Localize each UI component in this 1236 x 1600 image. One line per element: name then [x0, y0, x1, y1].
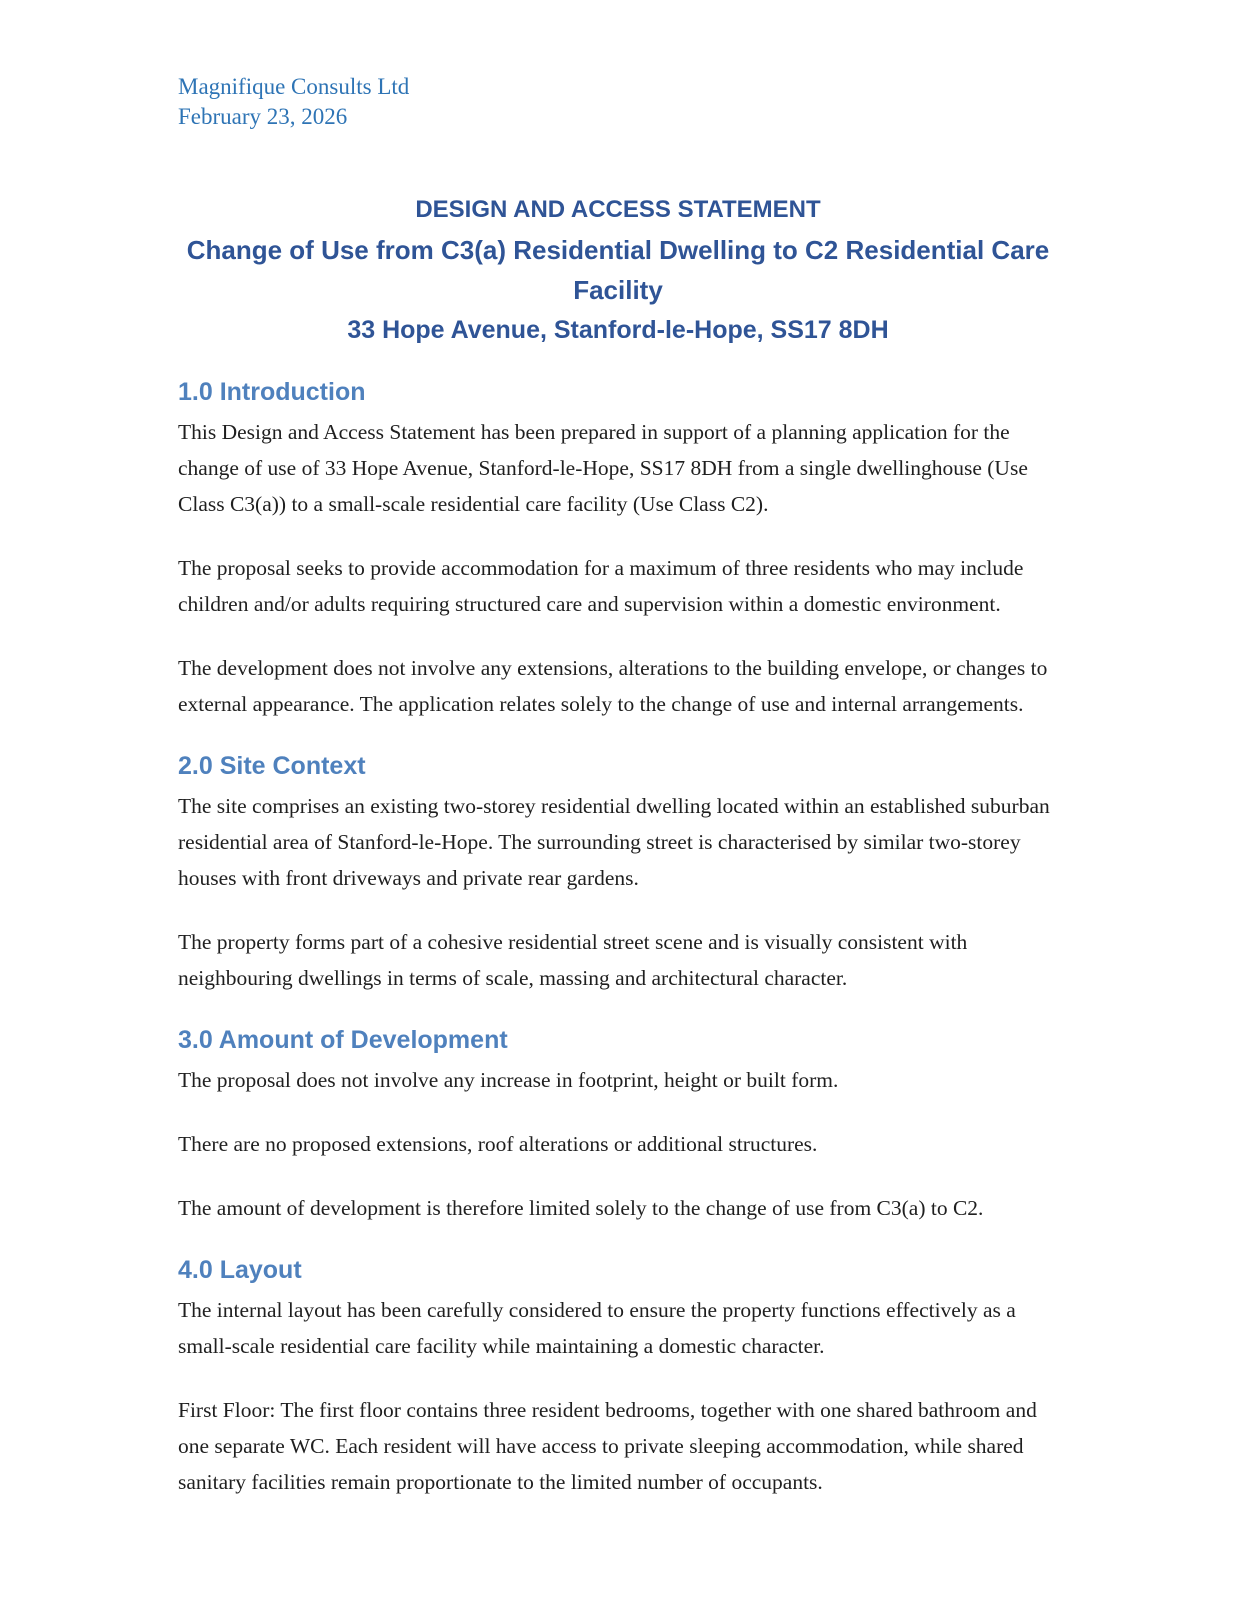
section-heading-amount-of-development: 3.0 Amount of Development	[178, 1026, 508, 1054]
site-address: 33 Hope Avenue, Stanford-le-Hope, SS17 8DH	[347, 316, 889, 344]
paragraph: This Design and Access Statement has been prepared in support of a planning application for the change of use of 33 Hope Avenue, Stanford-le-Hope, SS17 8DH from a single dwellinghouse (Use Class C3(a)) to a small-scale residential care facility (Use Class C2).	[178, 420, 1028, 516]
section-introduction	[178, 376, 1058, 722]
paragraph: The internal layout has been carefully considered to ensure the property functions effectively as a small-scale residential care facility while maintaining a domestic character.	[178, 1298, 1016, 1358]
section-layout	[178, 1254, 1058, 1500]
document-date: February 23, 2026	[178, 104, 348, 129]
section-amount-of-development	[178, 1024, 1058, 1226]
company-name: Magnifique Consults Ltd	[178, 74, 410, 99]
paragraph: The property forms part of a cohesive residential street scene and is visually consistent with neighbouring dwellings in terms of scale, massing and architectural character.	[178, 930, 968, 990]
letterhead	[178, 72, 1058, 132]
paragraph: The proposal seeks to provide accommodation for a maximum of three residents who may include children and/or adults requiring structured care and supervision within a domestic environment.	[178, 556, 1024, 616]
document-title: DESIGN AND ACCESS STATEMENT	[415, 196, 821, 223]
paragraph: The amount of development is therefore limited solely to the change of use from C3(a) to C2.	[178, 1196, 984, 1220]
section-heading-site-context: 2.0 Site Context	[178, 752, 366, 780]
paragraph: The site comprises an existing two-storey residential dwelling located within an established suburban residential area of Stanford-le-Hope. The surrounding street is characterised by similar two-storey houses with front driveways and private rear gardens.	[178, 794, 1050, 890]
document-subtitle: Change of Use from C3(a) Residential Dwelling to C2 Residential Care Facility	[186, 235, 1050, 305]
paragraph: First Floor: The first floor contains three resident bedrooms, together with one shared bathroom and one separate WC. Each resident will have access to private sleeping accommodation, while shared sanitary facilities remain proportionate to the limited number of occupants.	[178, 1398, 1037, 1494]
section-site-context	[178, 750, 1058, 996]
paragraph: The proposal does not involve any increase in footprint, height or built form.	[178, 1068, 839, 1092]
section-heading-introduction: 1.0 Introduction	[178, 378, 366, 406]
title-block	[178, 190, 1058, 350]
section-heading-layout: 4.0 Layout	[178, 1256, 302, 1284]
paragraph: There are no proposed extensions, roof alterations or additional structures.	[178, 1132, 818, 1156]
paragraph: The development does not involve any extensions, alterations to the building envelope, or changes to external appearance. The application relates solely to the change of use and internal arrangements.	[178, 656, 1048, 716]
